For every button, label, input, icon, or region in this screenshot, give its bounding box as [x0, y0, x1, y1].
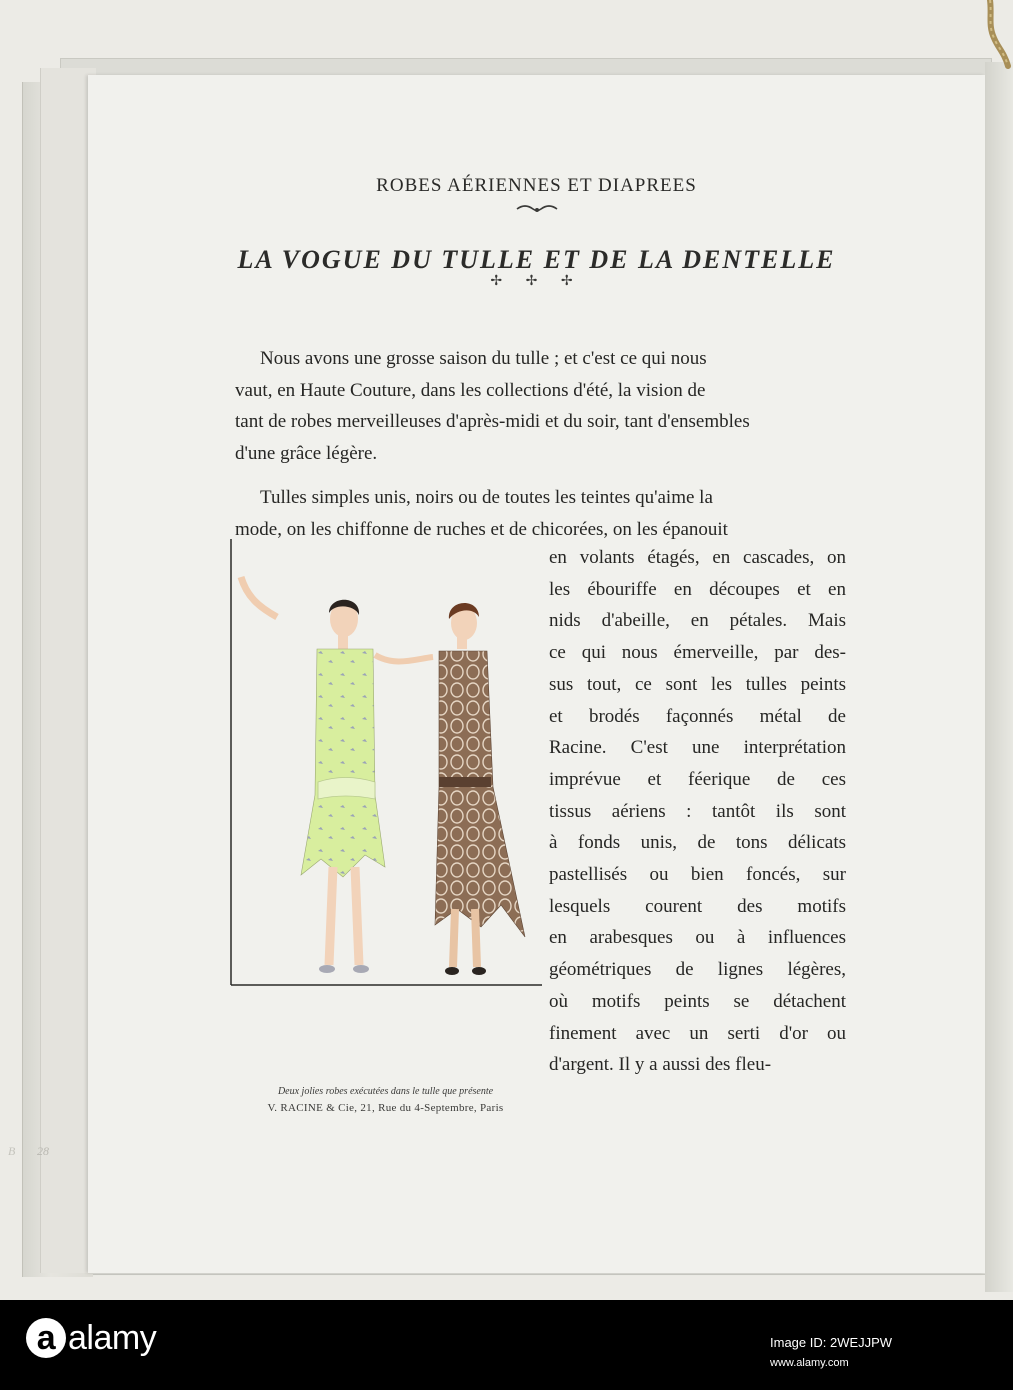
page-mark: B: [8, 1144, 16, 1158]
text-line: Racine. C'est une interprétation: [549, 737, 846, 759]
alamy-logo: [26, 1318, 156, 1358]
illustration-caption: Deux jolies robes exécutées dans le tulle que présente: [277, 1086, 494, 1097]
text-line: les ébouriffe en découpes et en: [549, 578, 846, 600]
article-title: LA VOGUE DU TULLE ET DE LA DENTELLE: [237, 245, 836, 274]
image-id: Image ID: 2WEJJPW: [770, 1335, 893, 1350]
stock-url: www.alamy.com: [770, 1357, 849, 1369]
text-line: nids d'abeille, en pétales. Mais: [549, 610, 846, 632]
title-stars: ✢ ✢ ✢: [490, 274, 583, 289]
text-line: en arabesques ou à influences: [549, 927, 846, 949]
illustration-credit: V. RACINE & Cie, 21, Rue du 4-Septembre, Paris: [267, 1102, 504, 1114]
text-line: mode, on les chiffonne de ruches et de chicorées, on les épanouit: [235, 518, 728, 540]
text-line: ce qui nous émerveille, par des-: [549, 642, 846, 664]
text-column: [549, 542, 846, 1081]
text-line: tissus aériens : tantôt ils sont: [549, 800, 846, 822]
text-line: pastellisés ou bien foncés, sur: [549, 864, 846, 886]
logo-text: alamy: [68, 1319, 157, 1357]
text-line: géométriques de lignes légères,: [549, 959, 846, 981]
ornament-icon: [513, 203, 561, 215]
text-line: Tulles simples unis, noirs ou de toutes les teintes qu'aime la: [260, 487, 713, 508]
text-line: imprévue et féerique de ces: [549, 768, 846, 790]
text-line: et brodés façonnés métal de: [549, 705, 846, 727]
running-head: ROBES AÉRIENNES ET DIAPREES: [376, 175, 697, 196]
text-line: tant de robes merveilleuses d'après-midi et du soir, tant d'ensembles: [235, 411, 750, 433]
paragraph-1: [235, 343, 847, 470]
text-line: finement avec un serti d'or ou: [549, 1022, 846, 1044]
logo-mark-icon: a: [26, 1318, 66, 1358]
fashion-illustration: [225, 537, 542, 987]
text-line: vaut, en Haute Couture, dans les collections d'été, la vision de: [235, 379, 706, 401]
page-number: 28: [37, 1144, 49, 1158]
text-line: où motifs peints se détachent: [549, 990, 846, 1012]
binding-string: [970, 0, 1013, 70]
paragraph-2: [235, 482, 847, 545]
text-line: Nous avons une grosse saison du tulle ; et c'est ce qui nous: [260, 348, 707, 369]
text-line: à fonds unis, de tons délicats: [549, 832, 846, 854]
text-line: lesquels courent des motifs: [549, 895, 846, 917]
text-line: sus tout, ce sont les tulles peints: [549, 673, 846, 695]
page-edge-right: [985, 62, 1013, 1292]
text-line: d'une grâce légère.: [235, 443, 378, 465]
text-line: d'argent. Il y a aussi des fleu-: [549, 1054, 772, 1076]
text-line: en volants étagés, en cascades, on: [549, 547, 846, 568]
magazine-page: [88, 75, 985, 1273]
